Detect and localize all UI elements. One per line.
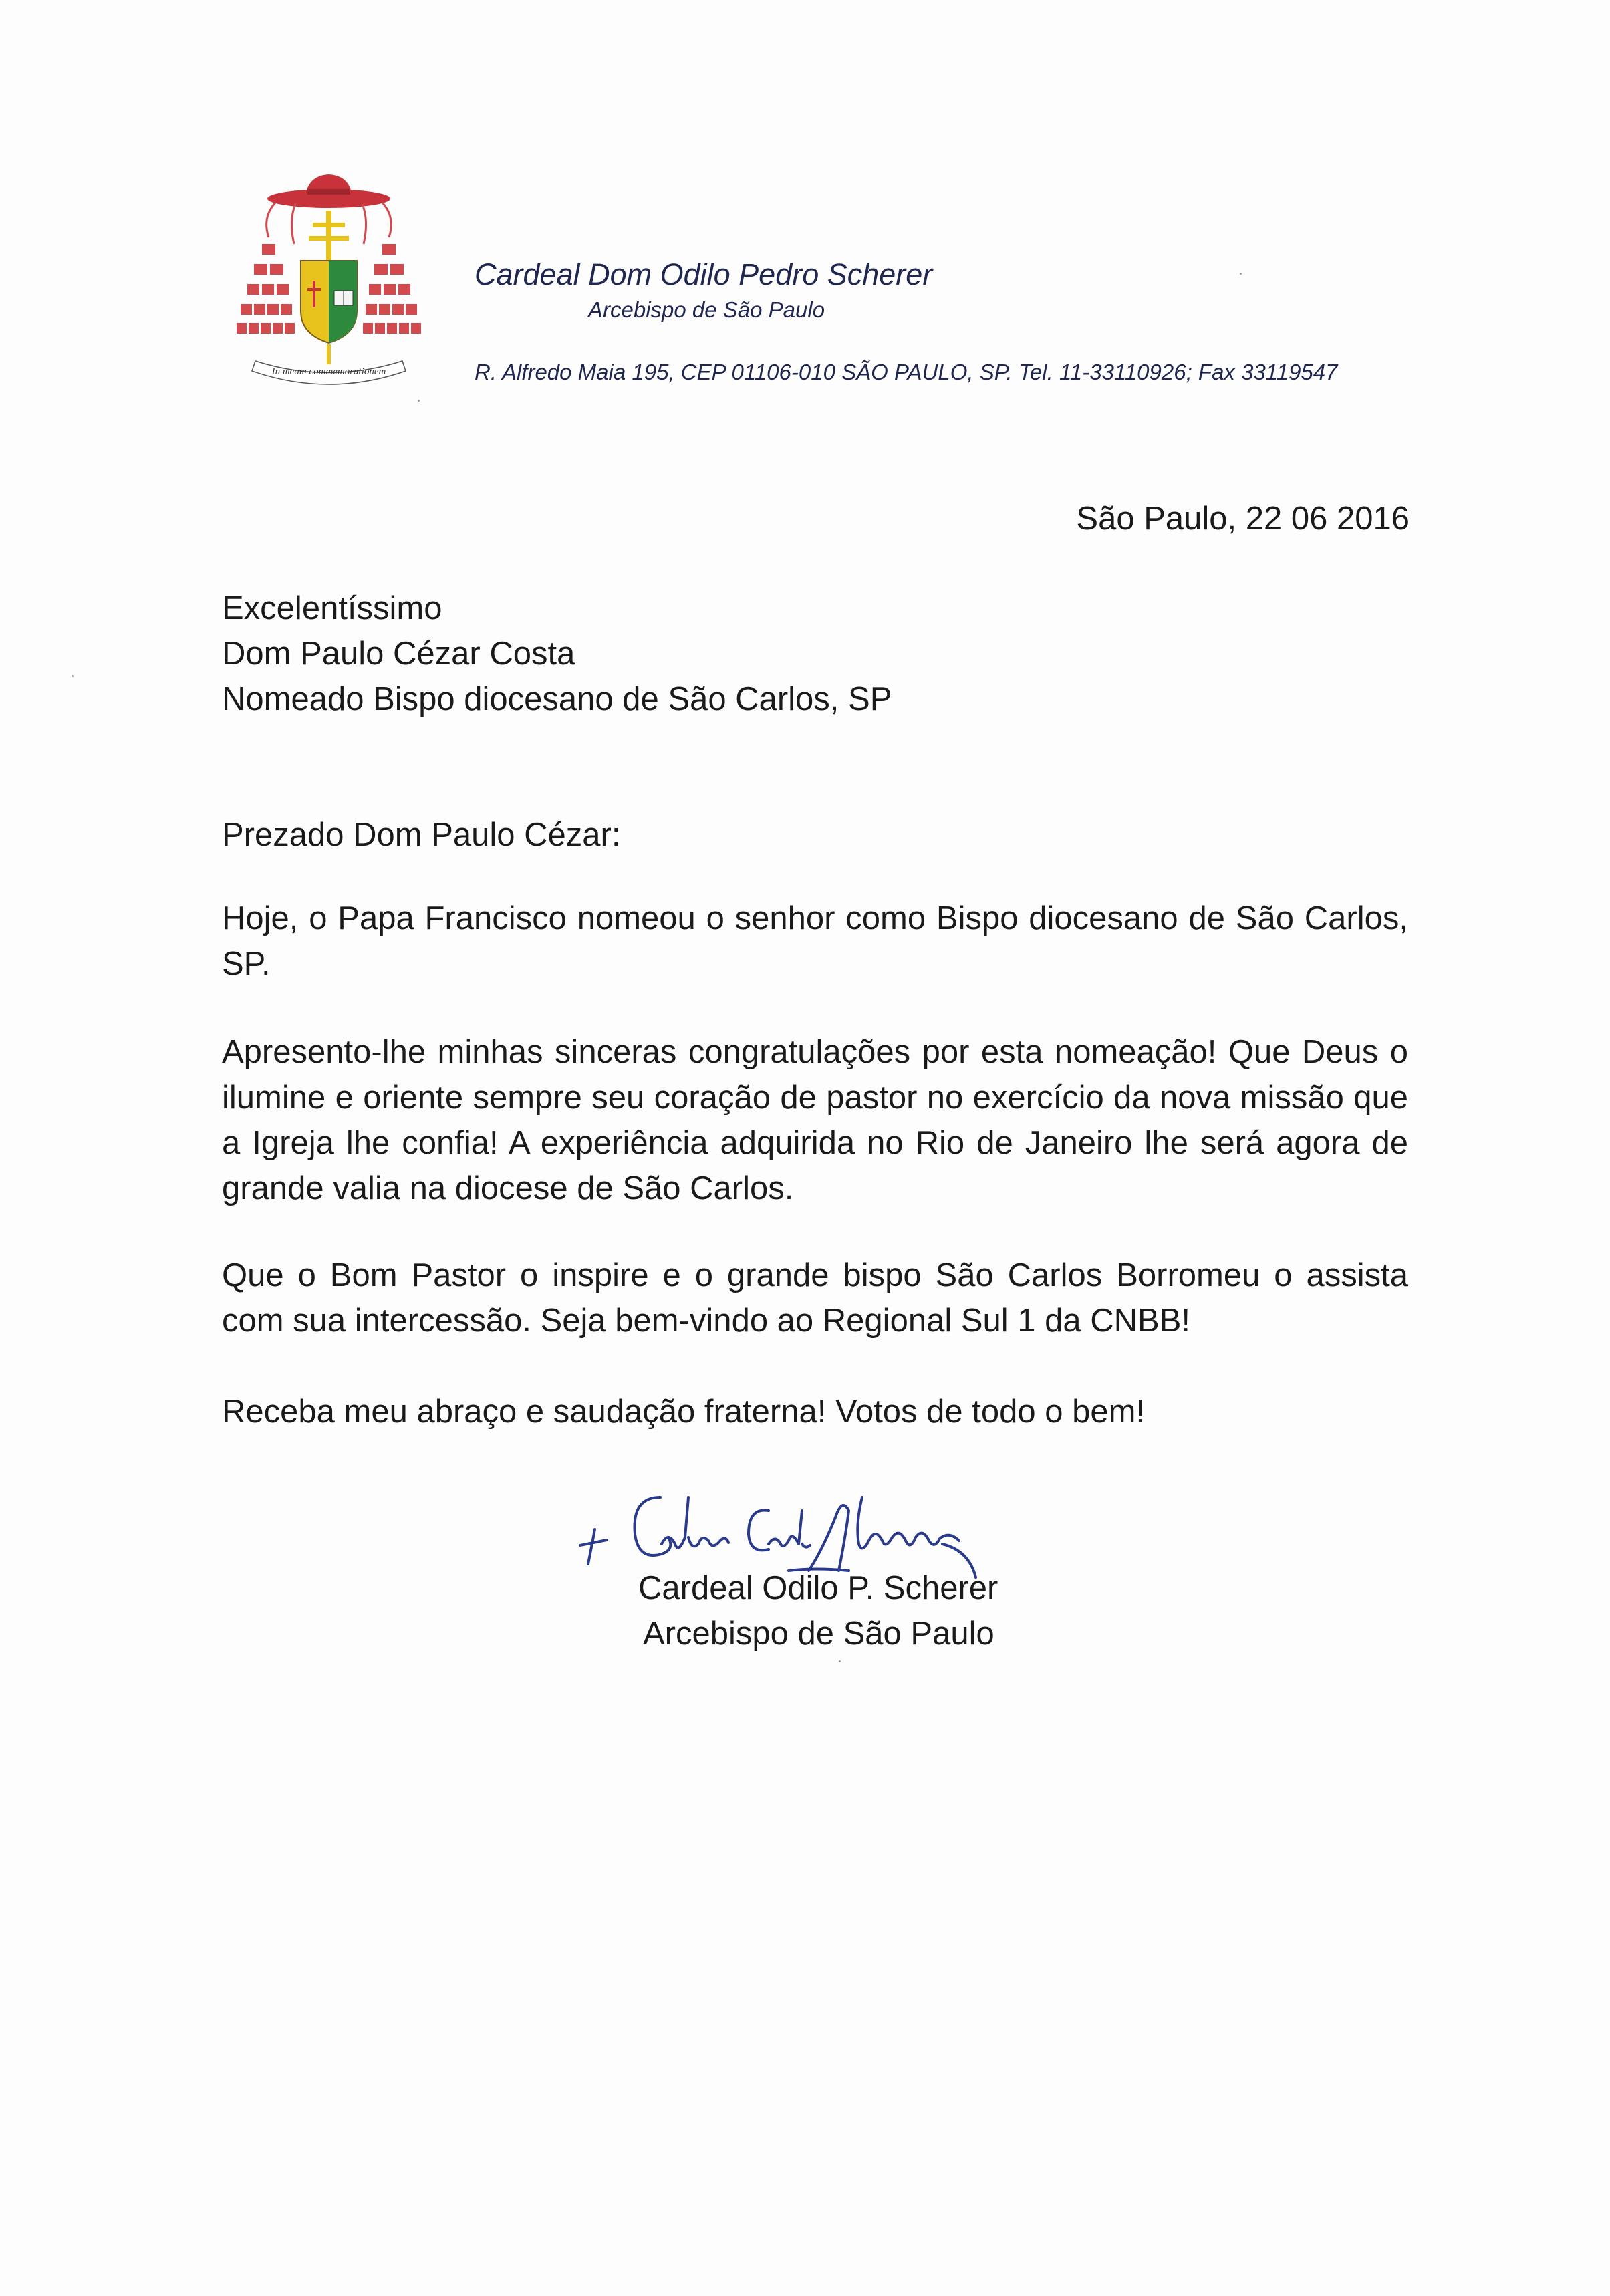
salutation: Prezado Dom Paulo Cézar: (222, 817, 621, 853)
letterhead-title: Arcebispo de São Paulo (588, 297, 825, 322)
scan-speck (839, 1660, 841, 1662)
closing-line: Receba meu abraço e saudação fraterna! Votos de todo o bem! (222, 1394, 1146, 1430)
scan-speck (418, 400, 420, 402)
recipient-line: Dom Paulo Cézar Costa (222, 636, 575, 672)
coat-of-arms-icon (235, 170, 422, 418)
recipient-line: Excelentíssimo (222, 590, 442, 626)
signatory-name: Cardeal Odilo P. Scherer (638, 1570, 998, 1606)
motto-text: In meam commemorationem (271, 366, 386, 377)
body-paragraph: Apresento-lhe minhas sinceras congratulações por esta nomeação! Que Deus o ilumine e oriente sempre seu coração de pastor no exercício da nova missão que a Igreja lhe confia! A experiência adquirida no Rio de Janeiro lhe será agora de grande valia na diocese de São Carlos. (222, 1034, 1408, 1206)
recipient-line: Nomeado Bispo diocesano de São Carlos, SP (222, 681, 892, 717)
body-paragraph: Hoje, o Papa Francisco nomeou o senhor como Bispo diocesano de São Carlos, SP. (222, 900, 1408, 982)
letterhead-address: R. Alfredo Maia 195, CEP 01106-010 SÃO PAULO, SP. Tel. 11-33110926; Fax 33119547 (475, 360, 1338, 384)
recipient-block (222, 586, 892, 722)
letterhead-name: Cardeal Dom Odilo Pedro Scherer (475, 257, 933, 291)
body-paragraph: Que o Bom Pastor o inspire e o grande bispo São Carlos Borromeu o assista com sua intercessão. Seja bem-vindo ao Regional Sul 1 da CNBB! (222, 1257, 1408, 1339)
scan-speck (72, 675, 74, 677)
signatory-title: Arcebispo de São Paulo (643, 1616, 994, 1652)
letter-date: São Paulo, 22 06 2016 (1076, 501, 1410, 537)
scan-speck (1240, 273, 1242, 275)
